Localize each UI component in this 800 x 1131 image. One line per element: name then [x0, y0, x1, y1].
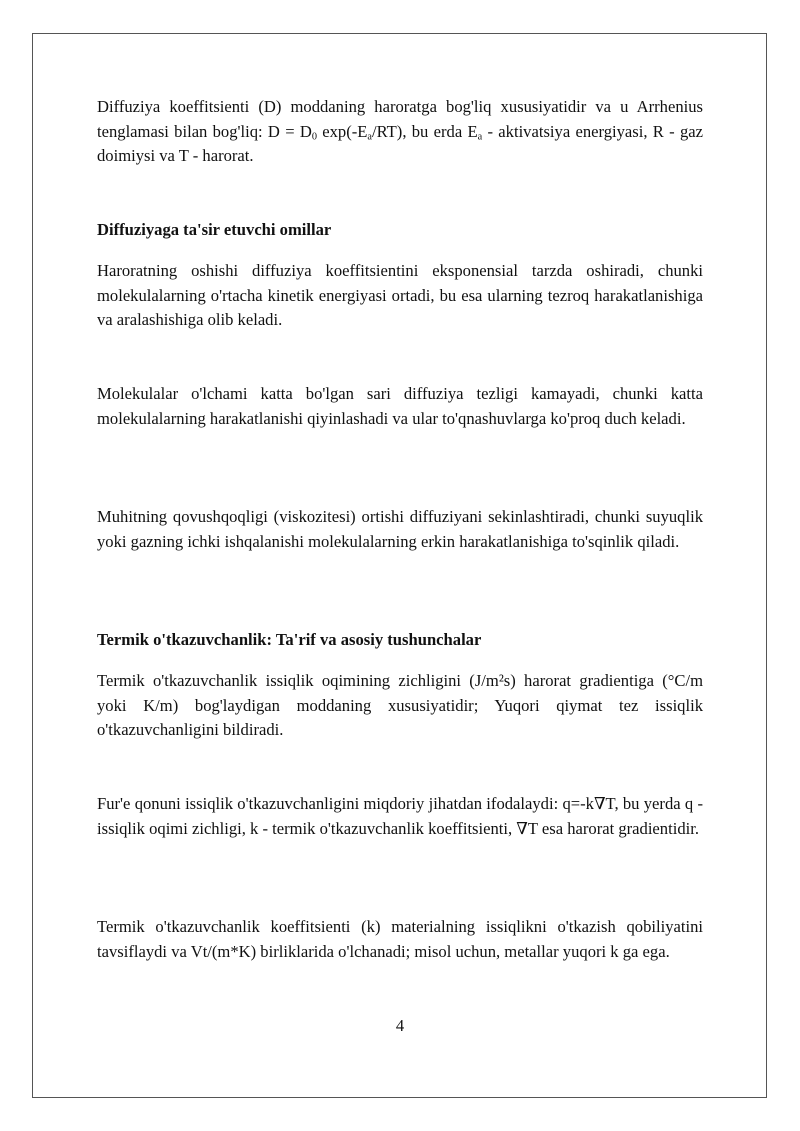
paragraph-thermal-conductivity-definition: Termik o'tkazuvchanlik issiqlik oqimining zichligini (J/m²s) harorat gradientiga (°C/m yoki K/m) bog'laydigan moddaning xususiyatidir; Yuqori qiymat tez issiqlik o'tkazuvchanligini bildiradi. [97, 671, 703, 739]
p1-text-d: - aktivatsiya energiyasi, R - gaz doimiysi va T - harorat. [97, 121, 703, 165]
p1-sub-a: a [367, 131, 372, 143]
p1-text-a: Diffuziya koeffitsienti (D) moddaning haroratga bog'liq xususiyatidir va u Arrhenius tenglamasi bilan bog'liq: D = D [97, 97, 703, 141]
paragraph-fourier-law: Fur'e qonuni issiqlik o'tkazuvchanligini miqdoriy jihatdan ifodalaydi: q=-k∇T, bu yerda q - issiqlik oqimi zichligi, k - termik o'tkazuvchanlik koeffitsienti, ∇T esa harorat gradientidir. [97, 794, 703, 838]
paragraph-diffusion-coefficient [97, 95, 703, 169]
paragraph-viscosity-effect: Muhitning qovushqoqligi (viskozitesi) ortishi diffuziyani sekinlashtiradi, chunki suyuqlik yoki gazning ichki ishqalanishi molekulalarning erkin harakatlanishiga to'sqinlik qiladi. [97, 507, 703, 551]
p1-sub-a2: a [477, 131, 483, 143]
heading-thermal-conductivity: Termik o'tkazuvchanlik: Ta'rif va asosiy tushunchalar [97, 630, 482, 649]
heading-diffusion-factors: Diffuziyaga ta'sir etuvchi omillar [97, 220, 332, 239]
p1-text-c: /RT), bu erda E [371, 121, 478, 141]
p1-sub-0: 0 [311, 131, 317, 143]
paragraph-conductivity-coefficient: Termik o'tkazuvchanlik koeffitsienti (k) materialning issiqlikni o'tkazish qobiliyatini tavsiflaydi va Vt/(m*K) birliklarida o'lchanadi; misol uchun, metallar yuqori k ga ega. [97, 917, 703, 961]
page-number: 4 [395, 1016, 405, 1035]
paragraph-temperature-effect: Haroratning oshishi diffuziya koeffitsientini eksponensial tarzda oshiradi, chunki molekulalarning o'rtacha kinetik energiyasi ortadi, bu esa ularning tezroq harakatlanishiga va aralashishiga olib keladi. [97, 261, 703, 329]
paragraph-molecule-size-effect: Molekulalar o'lchami katta bo'lgan sari diffuziya tezligi kamayadi, chunki katta molekulalarning harakatlanishi qiyinlashadi va ular to'qnashuvlarga ko'proq duch keladi. [97, 384, 703, 428]
p1-text-b: exp(-E [316, 121, 368, 141]
